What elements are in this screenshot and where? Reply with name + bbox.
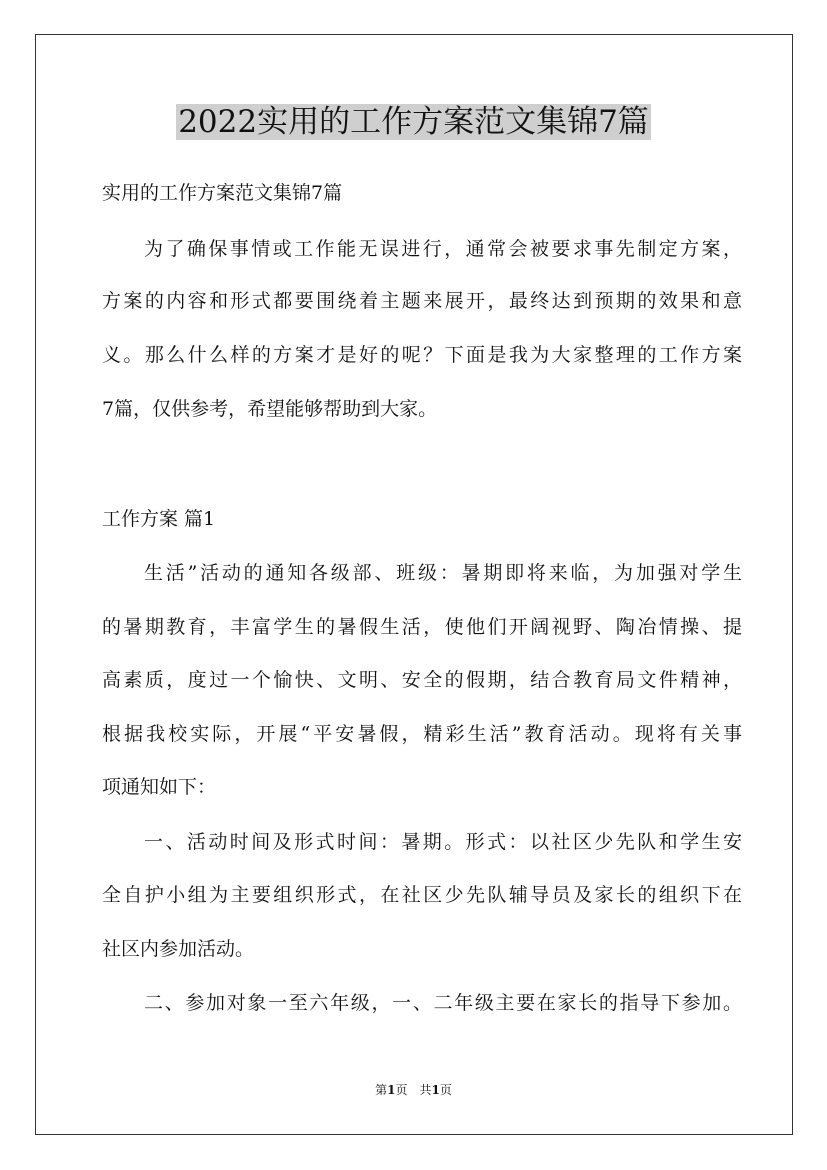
intro-line-4: 7篇，仅供参考，希望能够帮助到大家。 bbox=[102, 398, 438, 420]
para1-line-5: 项通知如下： bbox=[102, 776, 217, 798]
para1-line-3: 高素质，度过一个愉快、文明、安全的假期，结合教育局文件精神， bbox=[102, 669, 742, 691]
footer-suffix: 页 bbox=[439, 1083, 452, 1097]
footer-middle: 页 共 bbox=[395, 1083, 432, 1097]
intro-line-1: 为了确保事情或工作能无误进行，通常会被要求事先制定方案， bbox=[144, 238, 742, 260]
para3-line-1: 二、参加对象一至六年级，一、二年级主要在家长的指导下参加。 bbox=[144, 992, 742, 1014]
para2-line-1: 一、活动时间及形式时间：暑期。形式：以社区少先队和学生安 bbox=[144, 831, 742, 853]
document-title bbox=[0, 98, 827, 146]
para1-line-4: 根据我校实际，开展“平安暑假，精彩生活”教育活动。现将有关事 bbox=[102, 723, 742, 745]
footer-page-number: 1 bbox=[387, 1083, 396, 1097]
para2-line-2: 全自护小组为主要组织形式，在社区少先队辅导员及家长的组织下在 bbox=[102, 884, 742, 906]
para1-line-1: 生活”活动的通知各级部、班级：暑期即将来临，为加强对学生 bbox=[144, 562, 742, 584]
intro-line-3: 义。那么什么样的方案才是好的呢？下面是我为大家整理的工作方案 bbox=[102, 344, 742, 366]
page-footer bbox=[0, 1082, 827, 1098]
document-title-text: 2022实用的工作方案范文集锦7篇 bbox=[178, 104, 649, 140]
section-heading: 工作方案 篇1 bbox=[102, 508, 216, 530]
intro-line-2: 方案的内容和形式都要围绕着主题来展开，最终达到预期的效果和意 bbox=[102, 290, 742, 312]
para1-line-2: 的暑期教育，丰富学生的暑假生活，使他们开阔视野、陶冶情操、提 bbox=[102, 616, 742, 638]
para2-line-3: 社区内参加活动。 bbox=[102, 938, 255, 960]
footer-prefix: 第 bbox=[375, 1083, 388, 1097]
footer-page-total: 1 bbox=[431, 1083, 440, 1097]
document-subtitle: 实用的工作方案范文集锦7篇 bbox=[102, 182, 343, 204]
